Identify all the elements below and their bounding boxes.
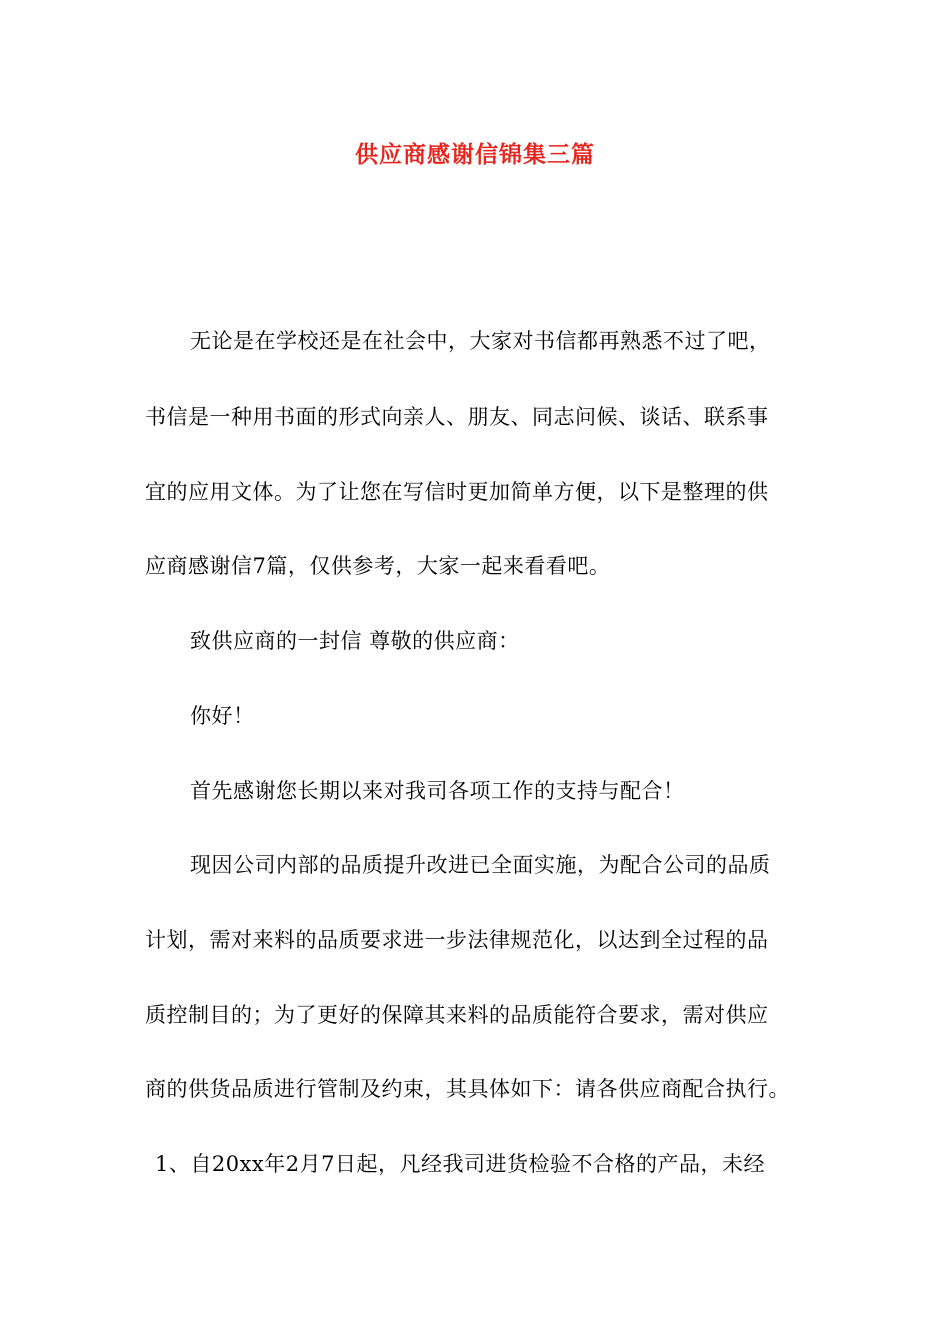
paragraph-line: 计划，需对来料的品质要求进一步法律规范化，以达到全过程的品 <box>145 928 769 952</box>
paragraph-line: 你好！ <box>190 704 255 728</box>
paragraph-line: 书信是一种用书面的形式向亲人、朋友、同志问候、谈话、联系事 <box>145 405 769 429</box>
paragraph-line: 现因公司内部的品质提升改进已全面实施，为配合公司的品质 <box>190 853 771 877</box>
paragraph-line: 致供应商的一封信 尊敬的供应商： <box>190 629 520 653</box>
paragraph-line: 首先感谢您长期以来对我司各项工作的支持与配合！ <box>190 779 685 803</box>
paragraph-line: 商的供货品质进行管制及约束，其具体如下：请各供应商配合执行。 <box>145 1077 790 1101</box>
paragraph-line: 质控制目的；为了更好的保障其来料的品质能符合要求，需对供应 <box>145 1003 769 1027</box>
paragraph-line: 宜的应用文体。为了让您在写信时更加简单方便，以下是整理的供 <box>145 480 769 504</box>
document-title: 供应商感谢信锦集三篇 <box>355 141 595 168</box>
paragraph-line: 应商感谢信7篇，仅供参考，大家一起来看看吧。 <box>145 554 611 578</box>
paragraph-line: 1、自20xx年2月7日起，凡经我司进货检验不合格的产品，未经 <box>155 1152 765 1176</box>
paragraph-line: 无论是在学校还是在社会中，大家对书信都再熟悉不过了吧， <box>190 329 771 353</box>
